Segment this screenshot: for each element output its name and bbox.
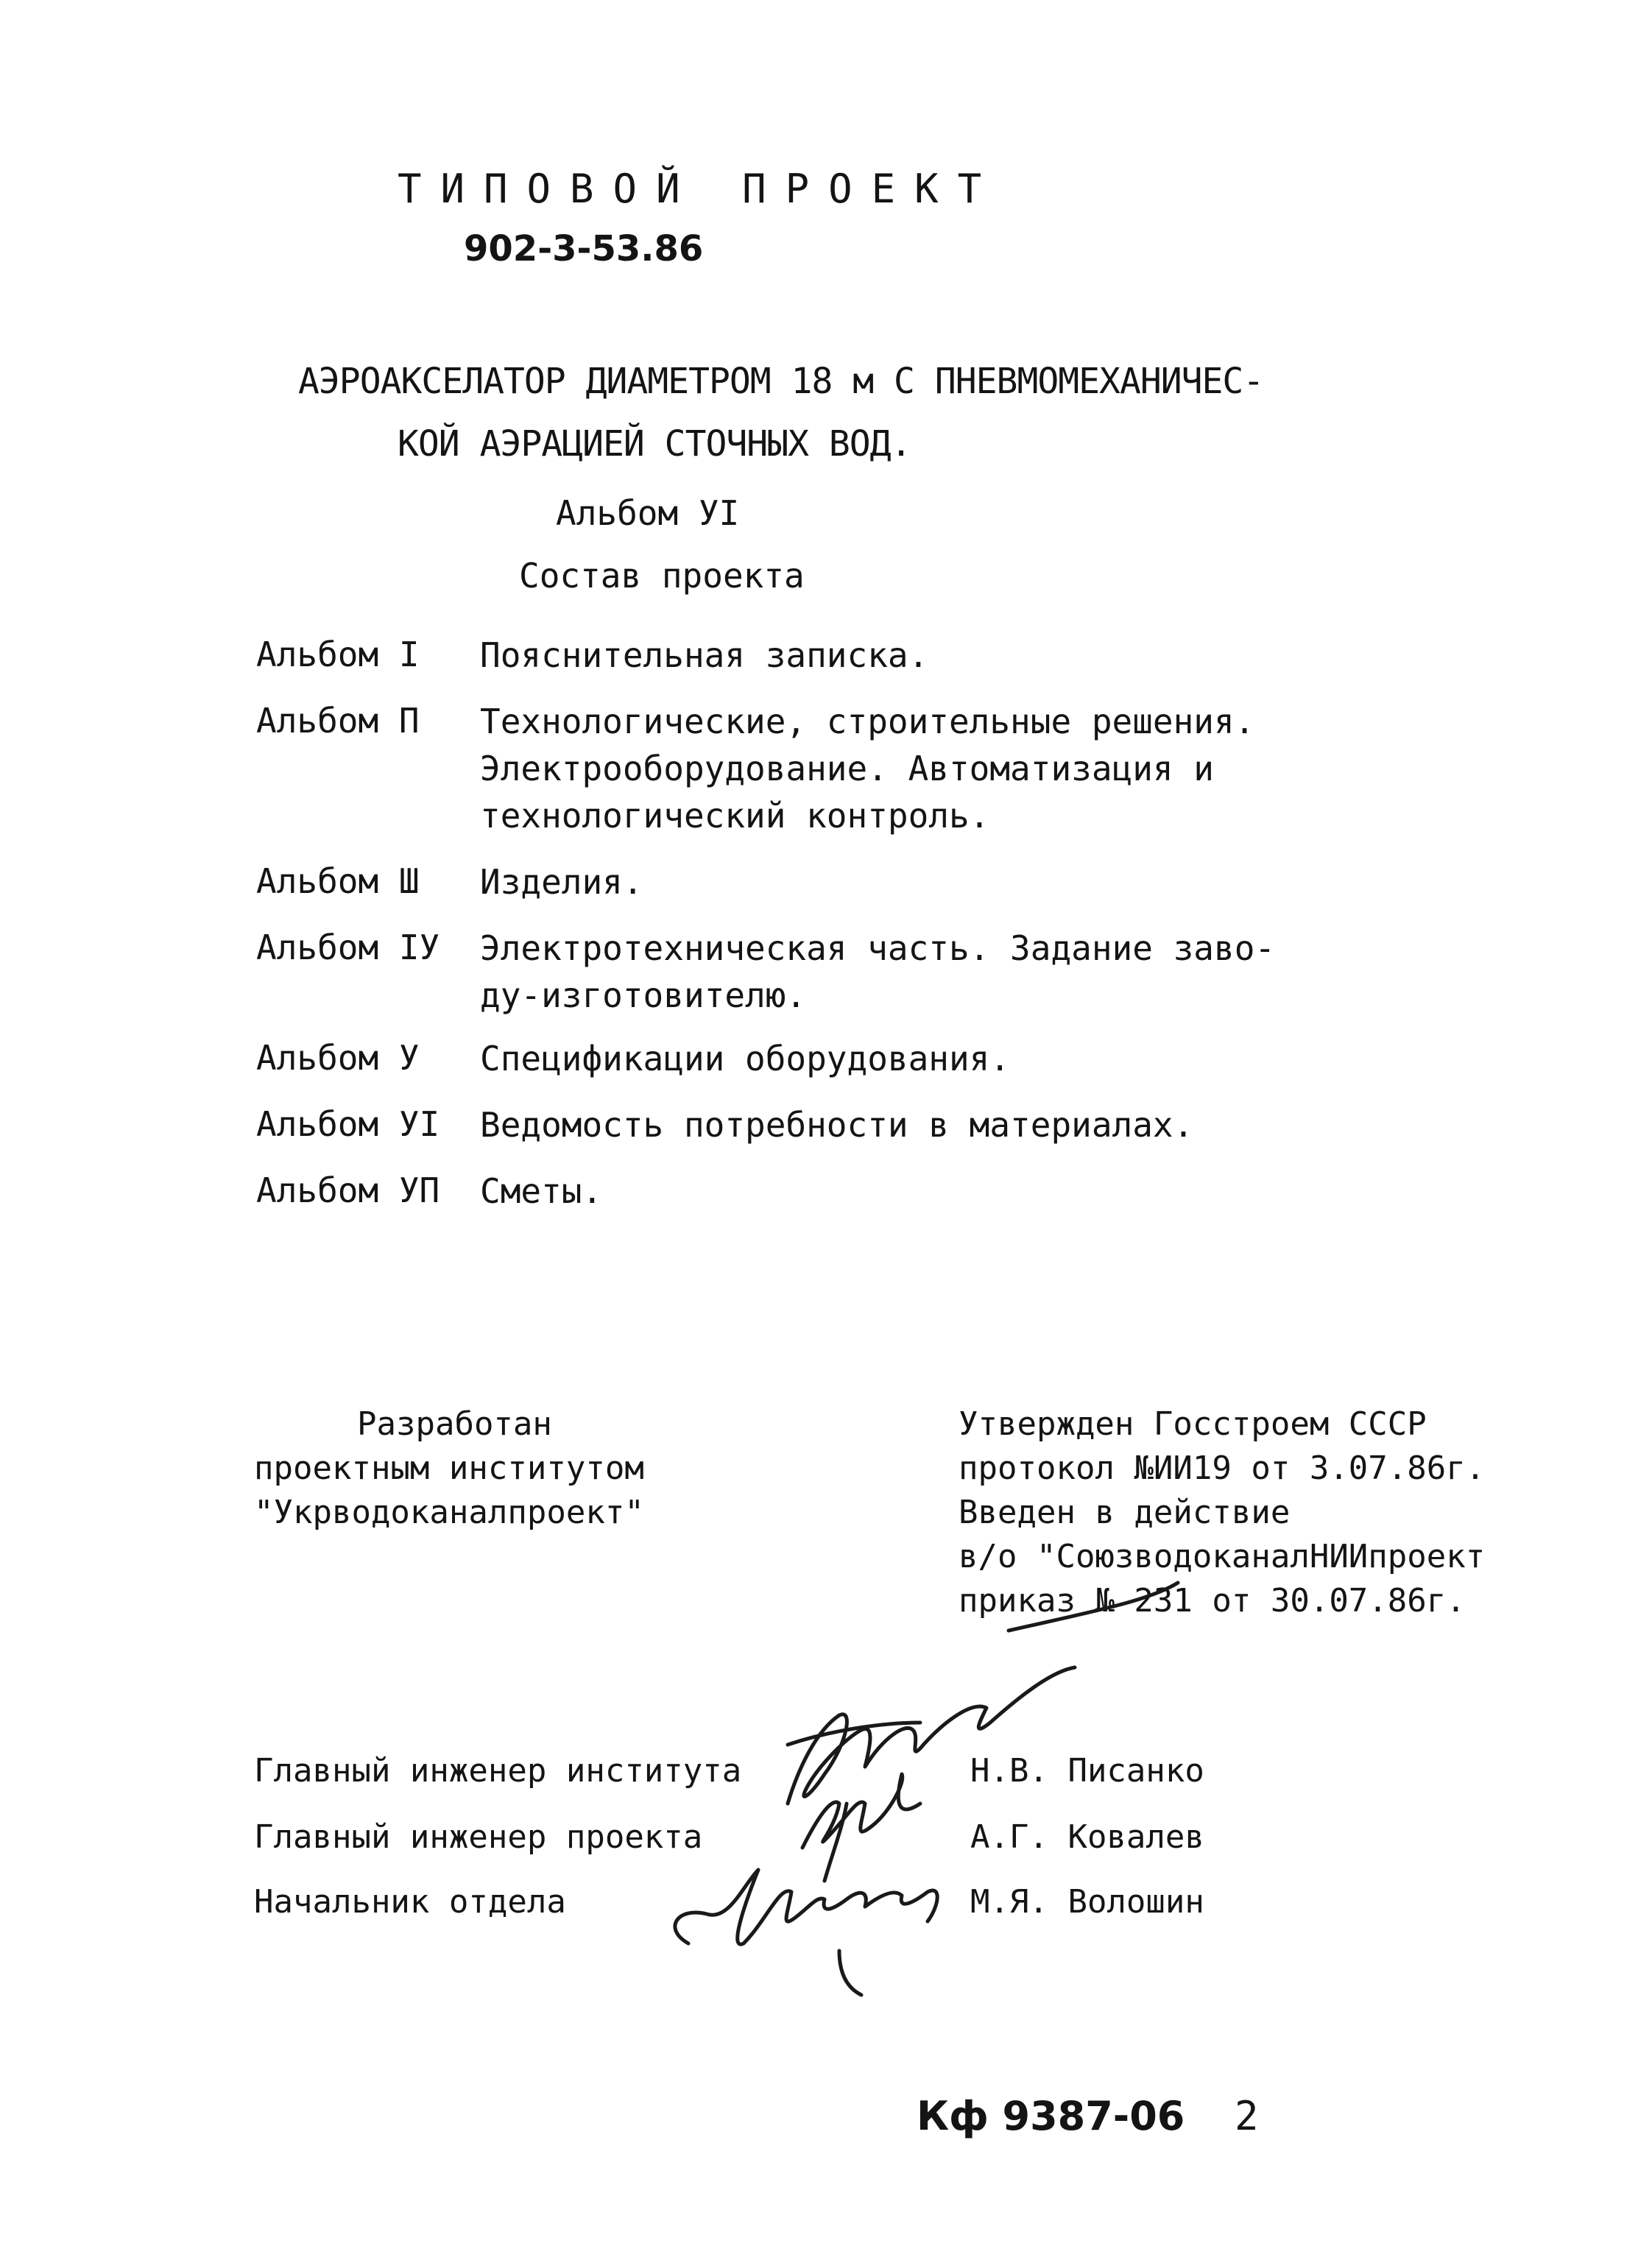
- project-code: 902-3-53.86: [464, 228, 704, 269]
- album-description-line: Ведомость потребности в материалах.: [480, 1105, 1194, 1145]
- album-description: [480, 925, 1275, 1019]
- album-label: Альбом УП: [256, 1170, 440, 1210]
- composition-heading: Состав проекта: [519, 556, 805, 596]
- approval-line: протокол №ИИ19 от 3.07.86г.: [959, 1449, 1486, 1487]
- approval-block: [959, 1402, 1485, 1623]
- album-description: [480, 698, 1254, 839]
- signature-role: Главный инженер института: [254, 1752, 742, 1790]
- signature-stroke: [788, 1723, 920, 1745]
- album-label: Альбом П: [256, 701, 420, 741]
- album-description-line: технологический контроль.: [480, 796, 990, 836]
- album-description: [480, 1168, 602, 1215]
- signature-stroke: [839, 1951, 861, 1995]
- footer-code: Кф 9387-06: [917, 2093, 1185, 2139]
- signature-role: Главный инженер проекта: [254, 1818, 703, 1856]
- developed-by-line: "Укрводоканалпроект": [254, 1494, 644, 1531]
- signature-stroke: [825, 1804, 847, 1881]
- approval-line: Введен в действие: [959, 1494, 1291, 1531]
- album-description-line: Изделия.: [480, 862, 643, 902]
- signature-name: М.Я. Волошин: [970, 1883, 1204, 1921]
- developed-by-line: Разработан: [357, 1405, 552, 1443]
- signature-name: А.Г. Ковалев: [970, 1818, 1204, 1856]
- developed-by-block: [254, 1402, 644, 1535]
- album-description-line: Электрооборудование. Автоматизация и: [480, 749, 1214, 788]
- album-description-line: Электротехническая часть. Задание заво-: [480, 928, 1276, 968]
- album-label: Альбом IУ: [256, 928, 440, 967]
- album-description: [480, 1035, 1010, 1082]
- album-description: [480, 1101, 1193, 1148]
- album-description-line: Спецификации оборудования.: [480, 1039, 1011, 1078]
- album-label: Альбом I: [256, 635, 420, 674]
- approval-line: приказ № 231 от 30.07.86г.: [959, 1582, 1466, 1620]
- project-title-line-1: АЭРОАКСЕЛАТОР ДИАМЕТРОМ 18 м С ПНЕВМОМЕХАНИЧЕС-: [298, 361, 1264, 402]
- approval-line: Утвержден Госстроем СССР: [959, 1405, 1427, 1443]
- document-footer: [917, 2093, 1259, 2139]
- page-number: 2: [1235, 2093, 1259, 2139]
- album-label: Альбом У: [256, 1038, 420, 1078]
- signature-name: Н.В. Писанко: [970, 1752, 1204, 1790]
- album-description-line: Технологические, строительные решения.: [480, 702, 1255, 741]
- signature-role: Начальник отдела: [254, 1883, 566, 1921]
- document-heading: ТИПОВОЙ ПРОЕКТ: [398, 166, 1001, 212]
- album-description: [480, 632, 928, 679]
- current-album: Альбом УI: [556, 493, 740, 533]
- album-label: Альбом УI: [256, 1104, 440, 1144]
- album-description-line: ду-изготовителю.: [480, 975, 807, 1015]
- developed-by-line: проектным институтом: [254, 1449, 644, 1487]
- signature-stroke: [675, 1870, 937, 1944]
- approval-line: в/о "СоюзводоканалНИИпроект: [959, 1538, 1486, 1575]
- project-title-line-2: КОЙ АЭРАЦИЕЙ СТОЧНЫХ ВОД.: [398, 423, 911, 465]
- signature-stroke: [802, 1774, 920, 1848]
- album-description: [480, 858, 643, 905]
- album-label: Альбом Ш: [256, 861, 420, 901]
- album-description-line: Пояснительная записка.: [480, 635, 929, 675]
- album-description-line: Сметы.: [480, 1171, 603, 1211]
